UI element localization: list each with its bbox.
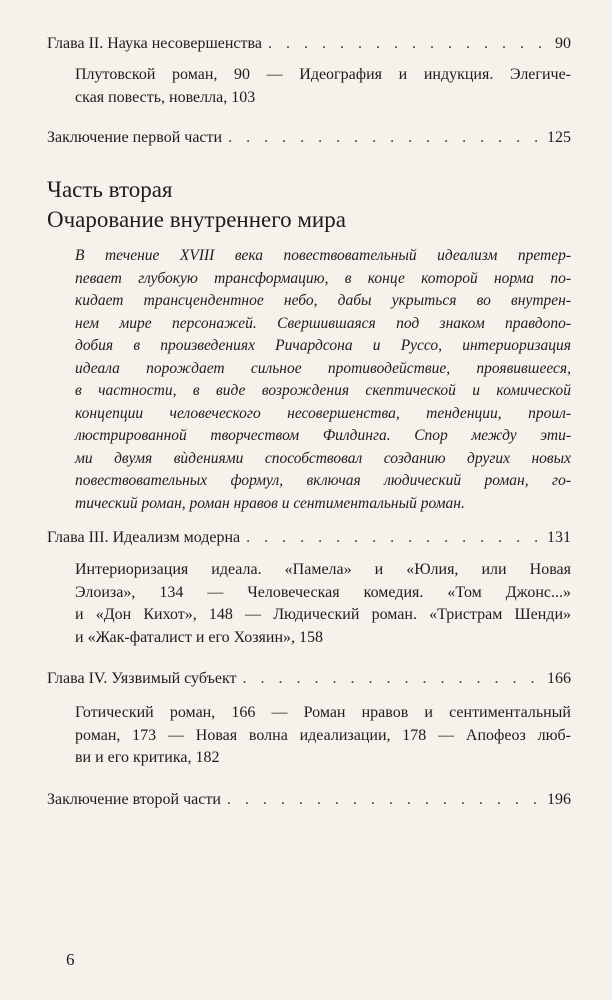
chapter-3-contents (75, 559, 571, 649)
abstract-line: нем мире персонажей. Свершившаяся под знаком правдопо- (75, 314, 571, 332)
subentry-line: Элоиза», 134 — Человеческая комедия. «Том Джонс...» (75, 583, 571, 601)
chapter-2-contents (75, 64, 571, 109)
part-title: Очарование внутреннего мира (47, 207, 346, 232)
subentry-line: и «Дон Кихот», 148 — Людический роман. «Тристрам Шенди» (75, 606, 571, 623)
abstract-line: кидает трансцендентное небо, дабы укрыться во внутрен- (75, 292, 571, 309)
toc-entry-title: Глава III. Идеализм модерна (47, 529, 241, 546)
toc-entry-title: Глава IV. Уязвимый субъект (47, 670, 237, 687)
abstract-line: повествовательных формул, включая людический роман, го- (75, 472, 571, 489)
toc-entry-page: 131 (547, 529, 571, 546)
abstract-line: В течение XVIII века повествовательный идеализм претер- (75, 247, 571, 264)
toc-entry-title: Заключение первой части (47, 129, 223, 146)
part-2-heading (47, 175, 571, 235)
part-label: Часть вторая (47, 177, 173, 202)
toc-entry-title: Глава II. Наука несовершенства (47, 35, 262, 52)
part-2-abstract (75, 245, 571, 515)
dot-leader (246, 527, 541, 549)
abstract-line: концепции человеческого несовершенства, тенденции, проил- (75, 404, 571, 422)
abstract-line: в частности, в виде возрождения скептической и комической (75, 382, 571, 399)
dot-leader (227, 789, 541, 811)
abstract-line: добия в произведениях Ричардсона и Руссо, интериоризация (75, 337, 571, 354)
toc-entry-conclusion-2[interactable] (47, 789, 571, 811)
toc-entry-conclusion-1[interactable] (47, 127, 571, 149)
dot-leader (228, 127, 541, 149)
subentry-line: роман, 173 — Новая волна идеализации, 178 — Апофеоз люб- (75, 726, 571, 744)
dot-leader (243, 668, 541, 690)
subentry-line: и «Жак-фаталист и его Хозяин», 158 (75, 628, 324, 646)
abstract-line: идеала порождает сильное противодействие, проявившееся, (75, 359, 571, 377)
abstract-line: ми двумя вѝдениями способствовал созданию других новых (75, 449, 571, 467)
abstract-line: певает глубокую трансформацию, в конце которой норма по- (75, 269, 571, 287)
dot-leader (268, 33, 549, 55)
page-number: 6 (66, 950, 75, 969)
toc-entry-chapter-4[interactable] (47, 668, 571, 690)
subentry-line: Готический роман, 166 — Роман нравов и сентиментальный (75, 704, 571, 721)
subentry-line: ская повесть, новелла, 103 (75, 88, 256, 106)
toc-entry-page: 196 (547, 791, 571, 808)
toc-entry-chapter-2[interactable] (47, 33, 571, 55)
toc-entry-page: 125 (547, 129, 571, 146)
toc-entry-page: 90 (555, 35, 571, 52)
abstract-line: люстрированной творчеством Филдинга. Спор между эти- (75, 427, 571, 444)
abstract-line: тический роман, роман нравов и сентиментальный роман. (75, 494, 465, 512)
toc-entry-page: 166 (547, 670, 571, 687)
toc-entry-title: Заключение второй части (47, 791, 221, 808)
toc-entry-chapter-3[interactable] (47, 527, 571, 549)
subentry-line: ви и его критика, 182 (75, 749, 220, 766)
subentry-line: Плутовской роман, 90 — Идеография и индукция. Элегиче- (75, 66, 571, 83)
chapter-4-contents (75, 702, 571, 770)
subentry-line: Интериоризация идеала. «Памела» и «Юлия, или Новая (75, 561, 571, 578)
